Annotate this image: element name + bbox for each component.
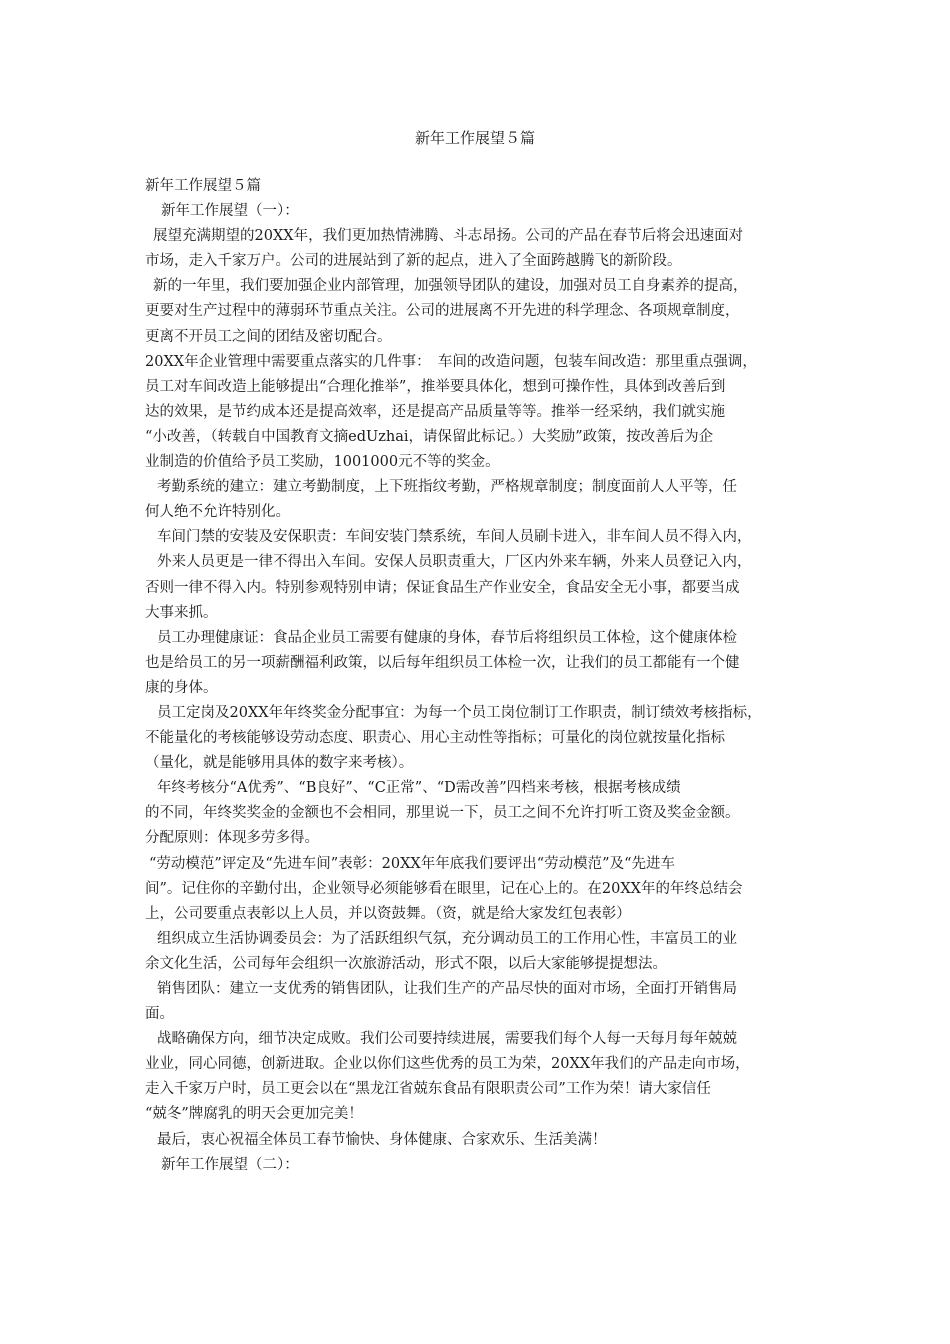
paragraph-line: 间”。记住你的辛勤付出，企业领导必须能够看在眼里，记在心上的。在20XX年的年终总结会 — [145, 880, 743, 897]
paragraph-line: 业制造的价值给予员工奖励，1001000元不等的奖金。 — [145, 454, 500, 471]
paragraph-line: 市场，走入千家万户。公司的进展站到了新的起点，进入了全面跨越腾飞的新阶段。 — [145, 253, 682, 270]
paragraph-line: “小改善，（转载自中国教育文摘edUzhai，请保留此标记。）大奖励”政策，按改善后为企 — [145, 428, 714, 445]
paragraph-line: 不能量化的考核能够设劳动态度、职责心、用心主动性等指标；可量化的岗位就按量化指标 — [145, 730, 725, 747]
paragraph-line: 20XX年企业管理中需要重点落实的几件事： 车间的改造问题，包装车间改造：那里重点强调， — [145, 353, 757, 370]
paragraph-line: 的不同，年终奖奖金的金额也不会相同，那里说一下，员工之间不允许打听工资及奖金金额。 — [145, 805, 740, 822]
paragraph-line: （量化，就是能够用具体的数字来考核）。 — [145, 755, 414, 772]
paragraph-line: 年终考核分“A优秀”、“B良好”、“C正常”、“D需改善”四档来考核，根据考核成绩 — [157, 780, 681, 797]
paragraph-line: 否则一律不得入内。特别参观特别申请；保证食品生产作业安全，食品安全无小事，都要当成 — [145, 579, 740, 596]
paragraph-line: 也是给员工的另一项薪酬福利政策，以后每年组织员工体检一次，让我们的员工都能有一个健 — [145, 654, 740, 671]
paragraph-line: 康的身体。 — [145, 679, 218, 696]
paragraph-line: “兢冬”牌腐乳的明天会更加完美！ — [145, 1106, 363, 1123]
paragraph-line: 员工办理健康证：食品企业员工需要有健康的身体，春节后将组织员工体检，这个健康体检 — [157, 629, 737, 646]
paragraph-line: 达的效果，是节约成本还是提高效率，还是提高产品质量等等。推举一经采纳，我们就实施 — [145, 403, 725, 420]
paragraph-line: 员工定岗及20XX年年终奖金分配事宜：为每一个员工岗位制订工作职责，制订绩效考核指标， — [157, 704, 762, 721]
paragraph-line: 最后，衷心祝福全体员工春节愉快、身体健康、合家欢乐、生活美满！ — [157, 1131, 607, 1148]
paragraph-line: 组织成立生活协调委员会：为了活跃组织气氛，充分调动员工的工作用心性，丰富员工的业 — [157, 930, 737, 947]
paragraph-line: 新的一年里，我们要加强企业内部管理，加强领导团队的建设，加强对员工自身素养的提高， — [153, 278, 748, 295]
paragraph-line: 业业，同心同德，创新进取。企业以你们这些优秀的员工为荣，20XX年我们的产品走向市场， — [145, 1056, 750, 1073]
paragraph-line: “劳动模范”评定及“先进车间”表彰：20XX年年底我们要评出“劳动模范”及“先进车 — [149, 855, 675, 872]
paragraph-line: 分配原则：体现多劳多得。 — [145, 830, 319, 847]
paragraph-line: 员工对车间改造上能够提出“合理化推举”，推举要具体化，想到可操作性，具体到改善后到 — [145, 378, 726, 395]
paragraph-line: 走入千家万户时，员工更会以在“黑龙江省兢东食品有限职责公司”工作为荣！请大家信任 — [145, 1081, 711, 1098]
paragraph-line: 更要对生产过程中的薄弱环节重点关注。公司的进展离不开先进的科学理念、各项规章制度， — [145, 303, 740, 320]
paragraph-line: 何人绝不允许特别化。 — [145, 504, 290, 521]
paragraph-line: 车间门禁的安装及安保职责：车间安装门禁系统，车间人员刷卡进入，非车间人员不得入内， — [157, 529, 752, 546]
document-title: 新年工作展望５篇 — [414, 129, 535, 147]
paragraph-line: 外来人员更是一律不得出入车间。安保人员职责重大，厂区内外来车辆，外来人员登记入内， — [157, 554, 752, 571]
paragraph-line: 考勤系统的建立：建立考勤制度，上下班指纹考勤，严格规章制度；制度面前人人平等，任 — [157, 479, 737, 496]
section-heading: 新年工作展望（一）： — [161, 203, 299, 220]
document-body — [145, 174, 815, 1178]
paragraph-line: 展望充满期望的20XX年，我们更加热情沸腾、斗志昂扬。公司的产品在春节后将会迅速面对 — [153, 228, 744, 245]
paragraph-line: 面。 — [145, 1006, 174, 1023]
paragraph-line: 更离不开员工之间的团结及密切配合。 — [145, 328, 392, 345]
heading-line: 新年工作展望５篇 — [145, 178, 261, 194]
paragraph-line: 余文化生活，公司每年会组织一次旅游活动，形式不限，以后大家能够提提想法。 — [145, 955, 667, 972]
paragraph-line: 大事来抓。 — [145, 604, 218, 621]
section-heading: 新年工作展望（二）： — [161, 1156, 299, 1173]
paragraph-line: 销售团队：建立一支优秀的销售团队，让我们生产的产品尽快的面对市场，全面打开销售局 — [157, 981, 737, 997]
paragraph-line: 上，公司要重点表彰以上人员，并以资鼓舞。（资，就是给大家发红包表彰） — [145, 905, 631, 922]
paragraph-line: 战略确保方向，细节决定成败。我们公司要持续进展，需要我们每个人每一天每月每年兢兢 — [157, 1031, 737, 1048]
